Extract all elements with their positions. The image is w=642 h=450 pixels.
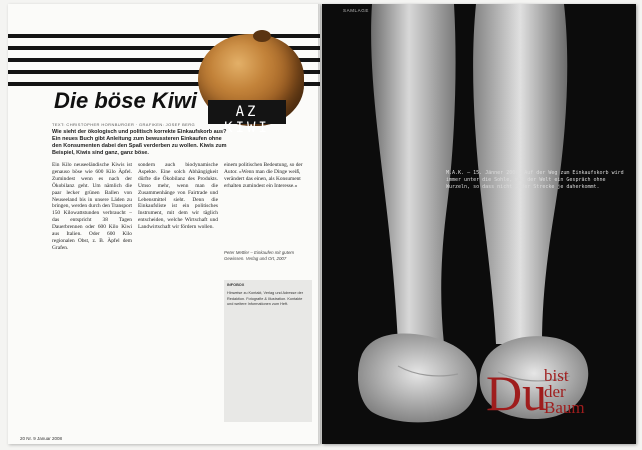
info-box-title: INFOBOX <box>227 283 245 287</box>
kiwi-stem <box>253 30 271 42</box>
body-column-1 <box>52 162 132 252</box>
left-page <box>8 4 320 444</box>
body-text: einem politischen Bedeutung, so der Autor. »Wenn man die Dinge weiß, verändert das einen, als Konsument erhalten zumindest ein Interesse.« <box>224 162 303 189</box>
body-column-2 <box>138 162 218 231</box>
feature-title-line: bist <box>544 366 569 385</box>
byline: TEXT: CHRISTOPHER HORNBURGER · GRAFIKEN: JOSEF BERG <box>52 122 196 127</box>
photo-caption: M.A.K. – 15. Jänner 2006. Auf der Weg zum Einkaufskorb wird immer unter die Sohle, mit der Welt ein Gespräch ohne Wurzeln, so dass nicht Jeder Strecke je daherkommt. <box>446 170 624 190</box>
feature-title-large: Du <box>486 365 548 421</box>
teaser-paragraph: Wie sieht der ökologisch und politisch korrekte Einkaufskorb aus? Ein neues Buch gibt Anleitung zum bewussteren Einkaufen ohne den Konsumenten dabei den Spaß verderben zu wollen. Kiwis zum Beispiel, Kiwis sind ganz, ganz böse. <box>52 129 227 156</box>
book-reference: Peter Mettler – Einkaufen mit gutem Gewissen. Verlag und Ort, 2007 <box>224 250 295 261</box>
feature-title-line: der <box>544 382 566 401</box>
body-text: Ein Kilo neuseeländische Kiwis ist genauso böse wie 600 Kilo Äpfel. Zumindest wenn es nach der Ökobilanz geht. Um nämlich die paar lecker grünen Ballen von Neuseeland bis in unsere Läden zu bringen, werden durch den Transport 150 Kilowattstunden verbraucht – das entspricht 38 Tagen Dauerbrennen oder 600 Kilo Kiwi aus Italien. Oder 600 Kilo regionalen Obst, z. B. Äpfel dem Grafen. <box>52 162 132 251</box>
header-box <box>208 100 286 136</box>
info-box <box>224 280 312 422</box>
section-tag: SAMLAGE <box>343 8 369 13</box>
feature-title-line: Baum <box>544 398 585 417</box>
body-column-3 <box>224 162 312 190</box>
header-box-label: AZ KIWI <box>224 104 270 136</box>
page-folio: 20 Nr. 9 Januar 2008 <box>20 436 63 441</box>
article-headline: Die böse Kiwi <box>54 88 198 113</box>
right-page <box>322 4 636 444</box>
info-box-text: Hinweise zu Kontakt, Verlag und Adresse der Redaktion. Fotografie & Illustration. Kontakte und weitere Informationen zum Heft. <box>227 291 303 307</box>
feature-title-lines <box>544 368 585 416</box>
body-text: sondern auch biodynamische Aspekte. Eine solch Abhängigkeit dürfte die Ökobilanz des Produkts. Umso mehr, wenn man die Zusammenhänge von Fairtrade und Lebensmittel sieht. Denn die Einkaufsliste ist ein politisches Instrument, mit dem wir täglich entscheiden, welche Wirtschaft und Landwirtschaft wir fördern wollen. <box>138 162 218 231</box>
